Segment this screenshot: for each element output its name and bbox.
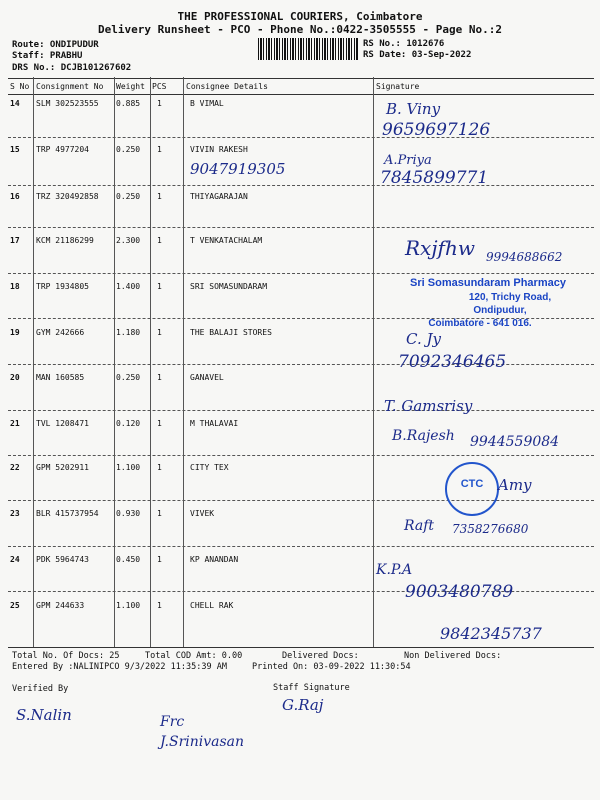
handwritten-phone: 9003480789: [405, 582, 514, 602]
row-divider: [8, 273, 594, 274]
row-weight: 0.885: [116, 99, 141, 108]
row-weight: 0.450: [116, 555, 141, 564]
row-sno: 21: [10, 419, 20, 428]
handwritten-signature: C. Jy: [406, 330, 441, 348]
row-consignment: KCM 21186299: [36, 236, 94, 245]
row-sno: 15: [10, 145, 20, 154]
row-sno: 19: [10, 328, 20, 337]
column-line: [183, 77, 184, 648]
row-weight: 1.100: [116, 463, 141, 472]
handwritten-phone: 9659697126: [382, 120, 491, 140]
row-sno: 20: [10, 373, 20, 382]
row-weight: 1.180: [116, 328, 141, 337]
row-divider: [8, 500, 594, 501]
row-pcs: 1: [157, 236, 162, 245]
row-sno: 14: [10, 99, 20, 108]
handwritten-signature: B. Viny: [386, 100, 441, 118]
handwritten-phone: 9944559084: [470, 434, 560, 450]
row-divider: [8, 410, 594, 411]
row-divider: [8, 185, 594, 186]
header-divider: [8, 94, 594, 95]
column-line: [114, 77, 115, 648]
route-label: Route: ONDIPUDUR: [12, 40, 99, 50]
row-consignee: SRI SOMASUNDARAM: [190, 282, 268, 291]
row-pcs: 1: [157, 373, 162, 382]
handwritten-phone: 7358276680: [452, 522, 529, 536]
verifier-signature: Frc: [160, 714, 185, 730]
column-line: [150, 77, 151, 648]
total-docs: Total No. Of Docs: 25: [12, 651, 120, 661]
verified-by-label: Verified By: [12, 684, 69, 694]
staff-signature-label: Staff Signature: [273, 683, 350, 693]
row-divider: [8, 546, 594, 547]
non-delivered-docs: Non Delivered Docs:: [404, 651, 502, 661]
row-consignment: TRP 4977204: [36, 145, 89, 154]
runsheet-subtitle: Delivery Runsheet - PCO - Phone No.:0422-3505555 - Page No.:2: [98, 23, 502, 36]
row-consignee: M THALAVAI: [190, 419, 239, 428]
row-pcs: 1: [157, 328, 162, 337]
pharmacy-stamp-name: Sri Somasundaram Pharmacy: [410, 277, 566, 289]
rs-date: RS Date: 03-Sep-2022: [363, 50, 472, 60]
column-line: [373, 77, 374, 648]
row-pcs: 1: [157, 419, 162, 428]
total-cod: Total COD Amt: 0.00: [145, 651, 243, 661]
table-bottom-border: [8, 647, 594, 648]
row-consignment: MAN 160585: [36, 373, 85, 382]
pharmacy-stamp-line: 120, Trichy Road,: [468, 292, 552, 303]
row-sno: 23: [10, 509, 20, 518]
row-consignee: CHELL RAK: [190, 601, 234, 610]
row-pcs: 1: [157, 463, 162, 472]
entered-by: Entered By :NALINIPCO 9/3/2022 11:35:39 AM: [12, 662, 227, 672]
row-consignment: GPM 5202911: [36, 463, 89, 472]
table-top-border: [8, 78, 594, 79]
handwritten-signature: T. Gamsrisy: [384, 397, 473, 415]
handwritten-phone: 7845899771: [380, 168, 489, 188]
row-consignee: KP ANANDAN: [190, 555, 239, 564]
rs-number: RS No.: 1012676: [363, 39, 445, 49]
row-weight: 0.250: [116, 192, 141, 201]
row-weight: 0.250: [116, 145, 141, 154]
row-consignee: THIYAGARAJAN: [190, 192, 248, 201]
row-consignment: BLR 415737954: [36, 509, 99, 518]
pharmacy-stamp-line: Coimbatore - 641 016.: [428, 318, 532, 329]
row-consignment: GPM 244633: [36, 601, 85, 610]
row-pcs: 1: [157, 509, 162, 518]
row-consignment: TRP 1934805: [36, 282, 89, 291]
barcode-icon: [258, 38, 358, 60]
row-sno: 25: [10, 601, 20, 610]
row-sno: 16: [10, 192, 20, 201]
handwritten-signature: Raft: [404, 518, 435, 534]
staff-signature: G.Raj: [282, 696, 324, 714]
row-consignee: VIVIN RAKESH: [190, 145, 248, 154]
handwritten-phone: 9994688662: [486, 250, 563, 264]
verifier-signature: S.Nalin: [16, 706, 72, 724]
row-weight: 1.400: [116, 282, 141, 291]
col-weight: Weight: [116, 82, 145, 91]
handwritten-phone: 7092346465: [398, 352, 507, 372]
row-divider: [8, 455, 594, 456]
handwritten-name: A.Priya: [384, 153, 432, 168]
row-sno: 17: [10, 236, 20, 245]
row-consignment: PDK 5964743: [36, 555, 89, 564]
row-sno: 22: [10, 463, 20, 472]
col-consignment: Consignment No: [36, 82, 104, 91]
row-consignment: TRZ 320492858: [36, 192, 99, 201]
row-pcs: 1: [157, 555, 162, 564]
col-sno: S No: [10, 82, 30, 91]
row-consignee: CITY TEX: [190, 463, 229, 472]
row-pcs: 1: [157, 192, 162, 201]
verifier-signature: J.Srinivasan: [160, 734, 245, 750]
handwritten-phone: 9842345737: [440, 624, 542, 643]
row-weight: 0.250: [116, 373, 141, 382]
row-consignment: GYM 242666: [36, 328, 85, 337]
row-consignee: GANAVEL: [190, 373, 224, 382]
delivered-docs: Delivered Docs:: [282, 651, 359, 661]
handwritten-signature: B.Rajesh: [392, 428, 455, 444]
handwritten-signature: Amy: [498, 476, 532, 494]
row-pcs: 1: [157, 601, 162, 610]
row-pcs: 1: [157, 99, 162, 108]
staff-label: Staff: PRABHU: [12, 51, 83, 61]
handwritten-signature: Rxjfhw: [405, 236, 475, 260]
handwritten-phone: 9047919305: [190, 160, 286, 178]
row-weight: 2.300: [116, 236, 141, 245]
row-sno: 24: [10, 555, 20, 564]
pharmacy-stamp-line: Ondipudur,: [473, 305, 527, 316]
row-sno: 18: [10, 282, 20, 291]
handwritten-signature: K.P.A: [376, 562, 413, 578]
drs-number: DRS No.: DCJB101267602: [12, 63, 132, 73]
column-line: [33, 77, 34, 648]
col-signature: Signature: [376, 82, 420, 91]
document-title: THE PROFESSIONAL COURIERS, Coimbatore: [177, 10, 423, 23]
row-pcs: 1: [157, 145, 162, 154]
row-consignee: T VENKATACHALAM: [190, 236, 263, 245]
row-weight: 0.120: [116, 419, 141, 428]
row-consignment: TVL 1208471: [36, 419, 89, 428]
col-consignee: Consignee Details: [186, 82, 268, 91]
row-divider: [8, 227, 594, 228]
row-pcs: 1: [157, 282, 162, 291]
row-weight: 0.930: [116, 509, 141, 518]
row-consignee: VIVEK: [190, 509, 215, 518]
row-divider: [8, 137, 594, 138]
row-weight: 1.100: [116, 601, 141, 610]
seal-text: CTC: [460, 478, 484, 490]
col-pcs: PCS: [152, 82, 167, 91]
row-consignee: B VIMAL: [190, 99, 224, 108]
row-consignment: SLM 302523555: [36, 99, 99, 108]
row-consignee: THE BALAJI STORES: [190, 328, 272, 337]
printed-on: Printed On: 03-09-2022 11:30:54: [252, 662, 411, 672]
